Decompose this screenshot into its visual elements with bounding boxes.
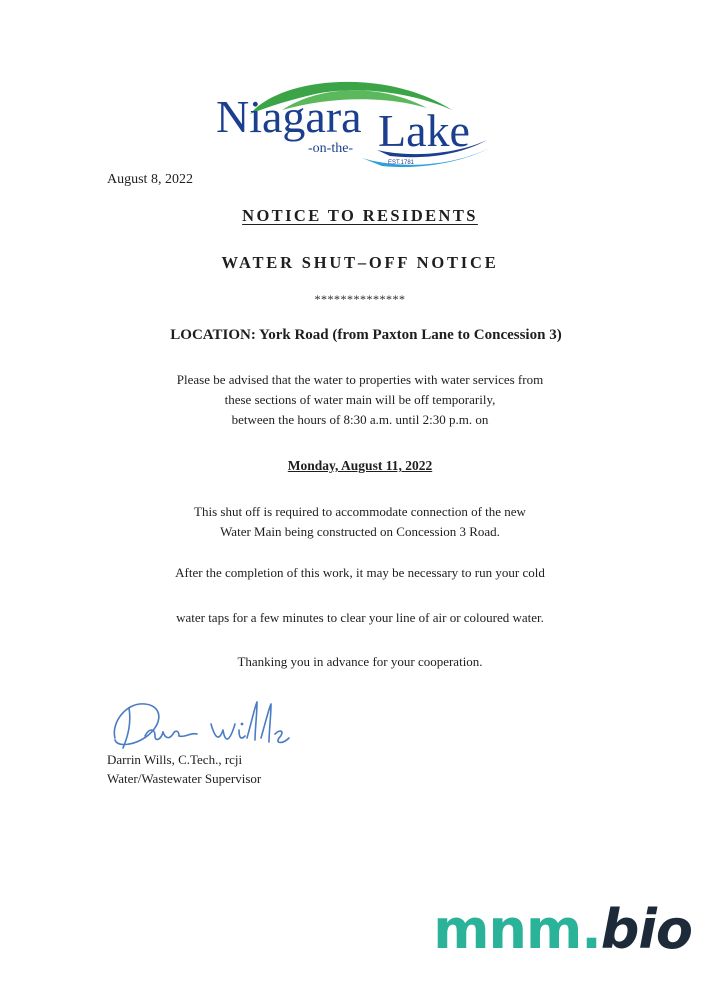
separator-stars: **************: [314, 292, 406, 306]
advisory-line: these sections of water main will be off temporarily,: [224, 392, 496, 407]
logo-name-line2: Lake: [378, 105, 470, 156]
niagara-on-the-lake-logo: [212, 70, 502, 174]
notice-heading: [0, 206, 720, 226]
taps-line: water taps for a few minutes to clear your line of air or coloured water.: [176, 610, 544, 625]
notice-date: August 8, 2022: [107, 172, 193, 187]
notice-subheading: WATER SHUT–OFF NOTICE: [221, 253, 499, 272]
reason-line: Water Main being constructed on Concession 3 Road.: [220, 524, 500, 539]
watermark-part1: mnm.: [433, 898, 601, 961]
notice-heading-text: NOTICE TO RESIDENTS: [242, 206, 478, 225]
completion-line: After the completion of this work, it may be necessary to run your cold: [175, 565, 545, 580]
reason-line: This shut off is required to accommodate connection of the new: [194, 504, 526, 519]
shutoff-date-text: Monday, August 11, 2022: [287, 458, 433, 473]
logo-tagline: -on-the-: [308, 141, 354, 156]
advisory-line: Please be advised that the water to properties with water services from: [176, 372, 544, 387]
advisory-line: between the hours of 8:30 a.m. until 2:30 p.m. on: [231, 412, 489, 427]
watermark-part2: bio: [600, 898, 692, 961]
advisory-paragraph: [0, 370, 720, 430]
thanks-line: Thanking you in advance for your cooperation.: [237, 654, 483, 669]
mnm-bio-watermark: [433, 898, 692, 961]
shutoff-date: [0, 458, 720, 474]
signer-name: Darrin Wills, C.Tech., rcji: [107, 752, 243, 767]
logo-name-line1: Niagara: [216, 91, 362, 142]
location-line: LOCATION: York Road (from Paxton Lane to Concession 3): [170, 327, 562, 343]
signer-title: Water/Wastewater Supervisor: [107, 771, 262, 786]
reason-paragraph: [0, 502, 720, 542]
handwritten-signature: [105, 694, 305, 760]
logo-est: EST.1781: [388, 160, 415, 166]
